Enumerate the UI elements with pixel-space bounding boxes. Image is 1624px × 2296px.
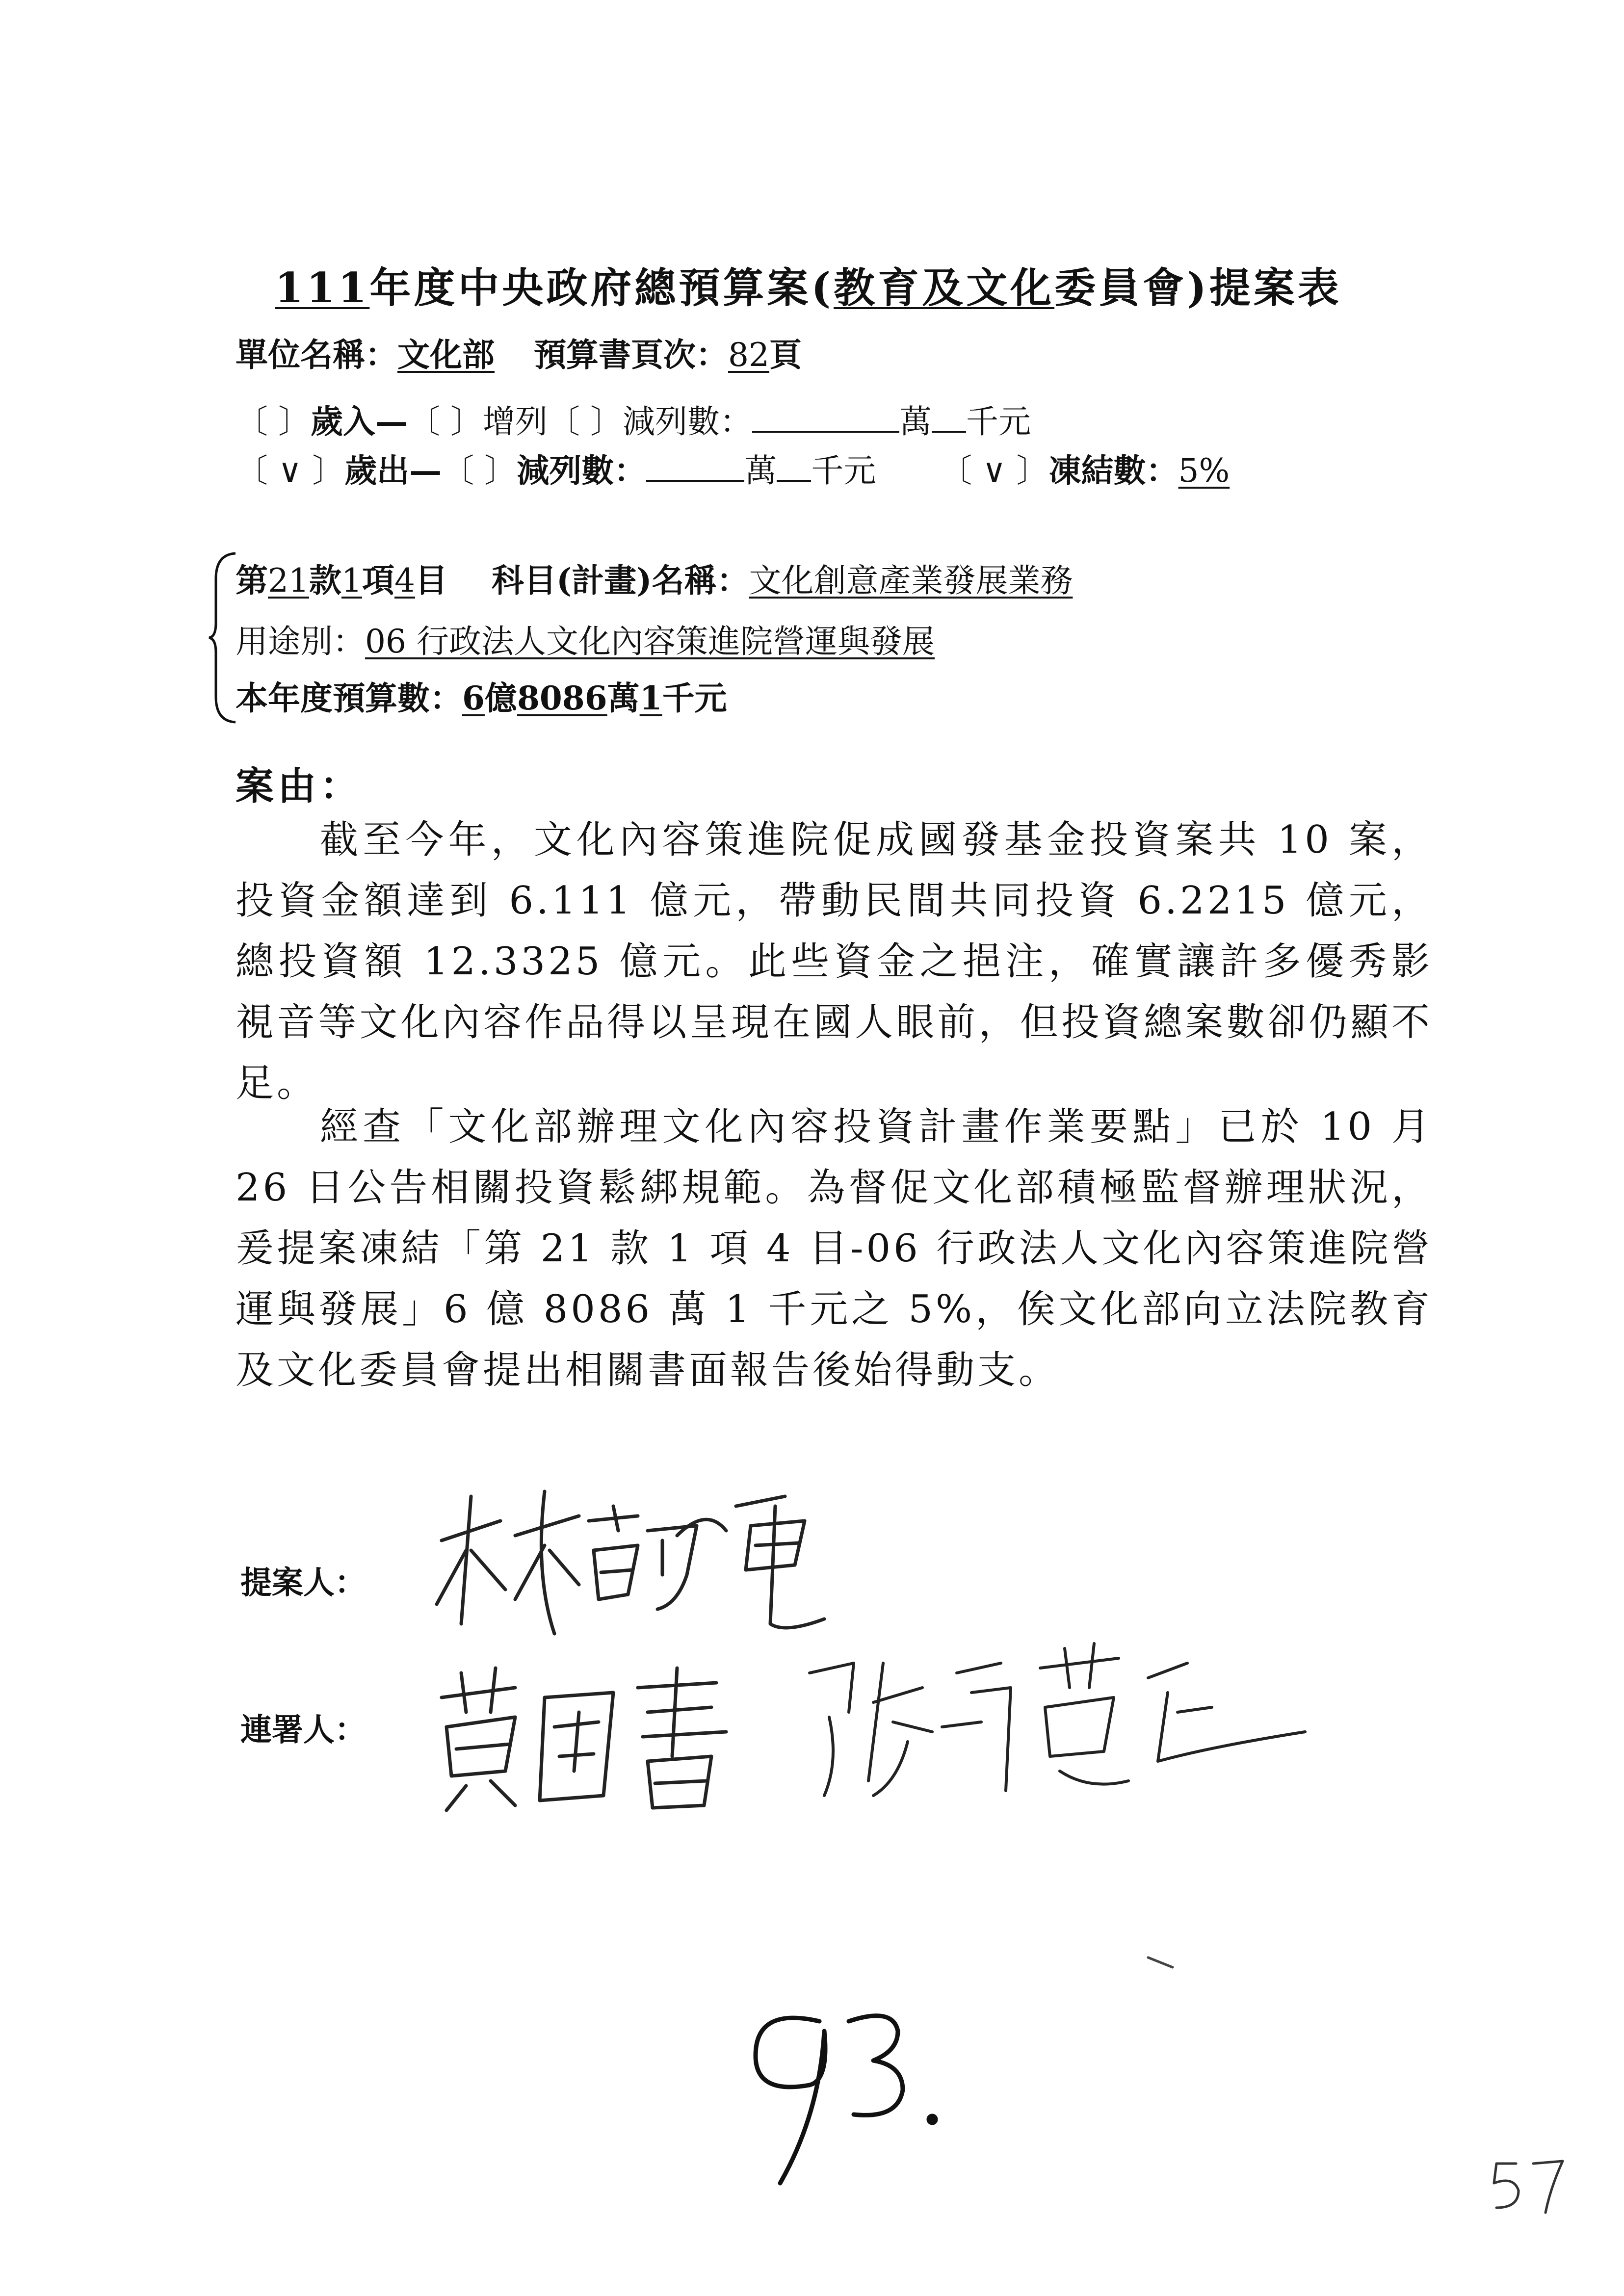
amount-blank	[646, 451, 744, 482]
budget-yi-value: 6	[462, 679, 485, 717]
handwritten-page-number	[726, 1992, 962, 2198]
cosigner-1-signature	[432, 1658, 736, 1820]
cosigner-2-signature	[795, 1634, 1315, 1810]
freeze-checkbox: 〔 ∨ 〕	[940, 452, 1049, 490]
budget-label: 本年度預算數：	[236, 679, 462, 717]
qian-unit: 千元	[662, 679, 727, 717]
corner-page-number	[1487, 2149, 1575, 2222]
revenue-line	[236, 402, 1031, 441]
budget-line	[236, 679, 727, 717]
document-title	[275, 255, 1342, 314]
proposer-signature	[432, 1477, 873, 1639]
unit-label: 單位名稱：	[236, 336, 397, 374]
budget-wan-value: 8086	[517, 679, 607, 717]
page-number: 82	[728, 336, 769, 374]
usage-line	[236, 623, 935, 660]
title-committee: 教育及文化	[834, 263, 1055, 312]
unit-line	[236, 336, 802, 374]
expense-label: 歲出—	[344, 451, 442, 490]
title-year: 111	[275, 263, 370, 312]
page-unit: 頁	[769, 336, 802, 374]
reason-label: 案由：	[236, 764, 363, 809]
reason-paragraph-2: 經查「文化部辦理文化內容投資計畫作業要點」已於 10 月 26 日公告相關投資鬆綁規範。為督促文化部積極監督辦理狀況，爰提案凍結「第 21 款 1 項 4 目-06 行政法人文化內容策進院營運與發展」6 億 8086 萬 1 千元之 5%，俟文化部向立法院教育及文化委員會提出相關書面報告後始得動支。	[236, 1105, 1433, 1392]
yi-unit: 億	[484, 679, 517, 717]
freeze-value: 5%	[1178, 452, 1230, 490]
title-post: 委員會)提案表	[1054, 263, 1342, 312]
increase-label: 增列	[482, 403, 548, 441]
subject-name: 文化創意產業發展業務	[749, 562, 1073, 600]
unit-name: 文化部	[397, 336, 495, 374]
wan-unit: 萬	[744, 452, 777, 490]
amount-blank	[777, 451, 811, 482]
mu-label: 目	[415, 561, 447, 600]
wan-unit: 萬	[607, 679, 640, 717]
usage-value: 06 行政法人文化內容策進院營運與發展	[365, 623, 935, 660]
amount-blank	[932, 402, 966, 433]
xiang-number: 1	[341, 562, 362, 600]
stray-mark	[1143, 1953, 1182, 1972]
subject-label: 科目(計畫)名稱：	[491, 561, 749, 600]
usage-label: 用途別：	[236, 623, 365, 660]
xiang-label: 項	[362, 561, 394, 600]
cosigner-label: 連署人：	[240, 1712, 366, 1748]
expense-line	[236, 451, 1230, 490]
item-line	[236, 561, 1073, 600]
revenue-label: 歲入—	[310, 402, 408, 441]
decrease-label: 減列數：	[517, 451, 647, 490]
page-label: 預算書頁次：	[534, 336, 728, 374]
title-pre: 年度中央政府總預算案(	[369, 263, 834, 312]
kuan-number: 21	[268, 562, 309, 600]
expense-checkbox: 〔 ∨ 〕	[236, 452, 345, 490]
decrease-label: 減列數：	[622, 403, 752, 441]
increase-checkbox: 〔 〕	[407, 403, 483, 441]
freeze-label: 凍結數：	[1048, 451, 1179, 490]
budget-qian-value: 1	[639, 679, 662, 717]
amount-blank	[752, 402, 899, 433]
kuan-label: 款	[309, 561, 341, 600]
revenue-checkbox: 〔 〕	[236, 403, 311, 441]
wan-unit: 萬	[899, 403, 932, 441]
qian-unit: 千元	[811, 452, 876, 490]
reason-paragraph-1: 截至今年，文化內容策進院促成國發基金投資案共 10 案，投資金額達到 6.111 億元，帶動民間共同投資 6.2215 億元，總投資額 12.3325 億元。此些資金之挹注，確實讓許多優秀影視音等文化內容作品得以呈現在國人眼前，但投資總案數卻仍顯不足。	[236, 818, 1433, 1105]
decrease-checkbox: 〔 〕	[442, 452, 517, 490]
qian-unit: 千元	[966, 403, 1031, 441]
proposer-label: 提案人：	[240, 1565, 366, 1601]
decrease-checkbox: 〔 〕	[547, 403, 623, 441]
mu-number: 4	[394, 562, 415, 600]
kuan-prefix: 第	[236, 561, 268, 600]
